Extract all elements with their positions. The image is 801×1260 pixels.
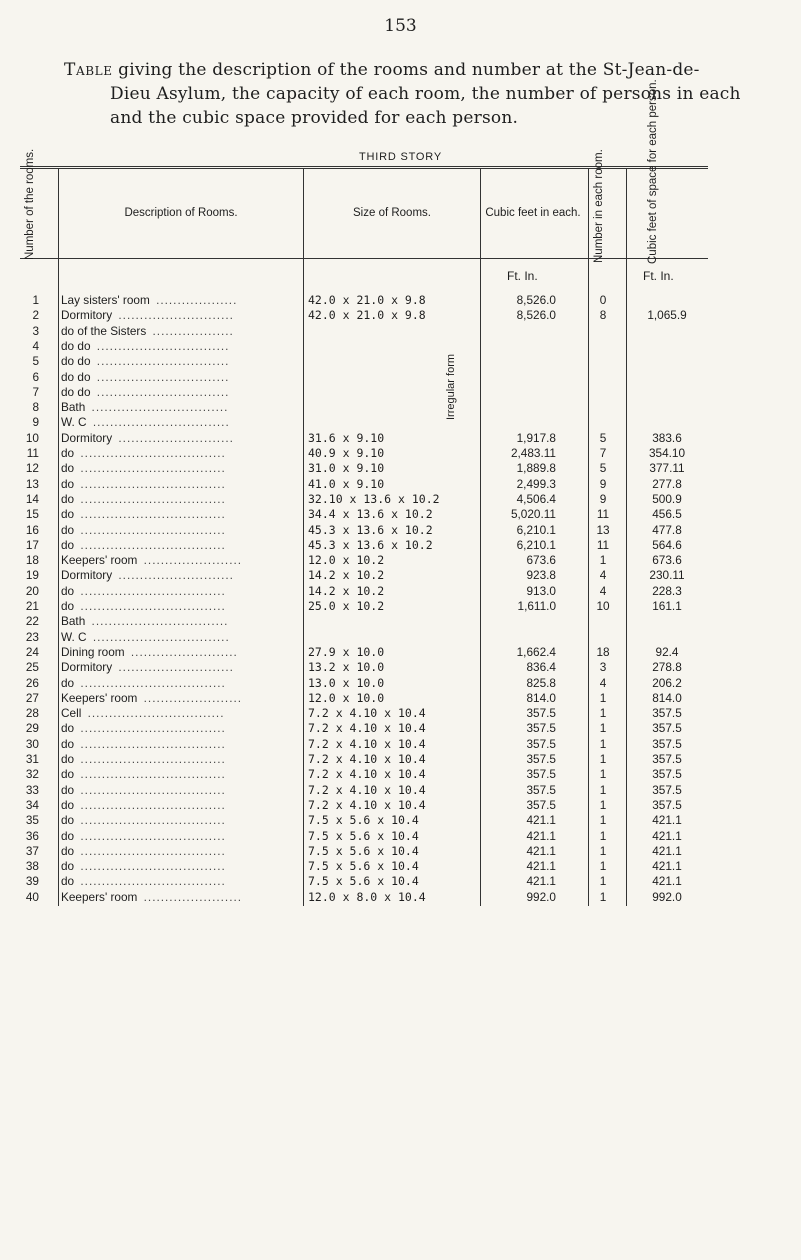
cubic-feet: 357.5: [526, 752, 556, 766]
cubic-feet: 673.6: [526, 553, 556, 568]
room-size: 41.0 x 9.10: [308, 476, 385, 491]
room-description: W. C ................................: [61, 415, 230, 430]
persons-in-room: 3: [599, 660, 607, 675]
unit-cubic: Ft. In.: [507, 269, 538, 283]
cubic-per-person: 421.1: [652, 843, 682, 858]
caption-line-1: giving the description of the rooms and number at the St-Jean-de-: [118, 60, 700, 80]
table-row: [20, 645, 708, 660]
table-row: [20, 507, 708, 522]
room-size: 7.5 x 5.6 x 10.4: [308, 843, 419, 858]
room-size: 32.10 x 13.6 x 10.2: [308, 491, 440, 506]
persons-in-room: 9: [599, 476, 607, 491]
persons-in-room: 7: [599, 446, 607, 460]
room-number: 14: [25, 491, 39, 506]
room-description: do ..................................: [61, 675, 226, 690]
cubic-per-person: 161.1: [652, 599, 682, 613]
room-size: 7.2 x 4.10 x 10.4: [308, 797, 426, 812]
room-number: 2: [32, 308, 39, 323]
cubic-feet: 357.5: [526, 797, 556, 812]
room-number: 22: [25, 614, 39, 629]
room-description: do ..................................: [61, 797, 226, 812]
persons-in-room: 1: [599, 859, 607, 874]
room-number: 10: [25, 430, 39, 445]
persons-in-room: 1: [599, 828, 607, 843]
room-description: do ..................................: [61, 522, 226, 537]
room-description: do ..................................: [61, 782, 226, 797]
persons-in-room: 4: [599, 568, 607, 583]
header-number-of-rooms: Number of the rooms.: [24, 148, 36, 260]
room-number: 7: [32, 384, 39, 399]
cubic-per-person: 992.0: [652, 889, 682, 904]
persons-in-room: 9: [599, 491, 607, 506]
table-row: [20, 859, 708, 874]
persons-in-room: 0: [599, 293, 607, 307]
room-description: Lay sisters' room ...................: [61, 293, 238, 307]
persons-in-room: 1: [599, 767, 607, 782]
cubic-per-person: 564.6: [652, 537, 682, 552]
cubic-per-person: 277.8: [652, 476, 682, 491]
room-size: 45.3 x 13.6 x 10.2: [308, 537, 433, 552]
persons-in-room: 1: [599, 874, 607, 889]
table-row: [20, 339, 708, 354]
room-number: 13: [25, 476, 39, 491]
table-row: [20, 354, 708, 369]
header-size: Size of Rooms.: [353, 206, 431, 219]
room-description: Keepers' room .......................: [61, 690, 243, 705]
table-row: [20, 324, 708, 339]
room-size: 7.2 x 4.10 x 10.4: [308, 752, 426, 766]
room-description: Dormitory ...........................: [61, 568, 234, 583]
cubic-feet: 6,210.1: [516, 522, 556, 537]
room-description: do ..................................: [61, 491, 226, 506]
room-description: Dining room .........................: [61, 644, 238, 659]
room-size: 40.9 x 9.10: [308, 446, 385, 460]
cubic-per-person: 421.1: [652, 874, 682, 889]
cubic-feet: 1,917.8: [516, 430, 556, 445]
room-number: 27: [25, 690, 39, 705]
room-description: Keepers' room .......................: [61, 889, 243, 904]
room-size: 13.2 x 10.0: [308, 660, 385, 675]
cubic-per-person: 500.9: [652, 491, 682, 506]
room-description: do do ...............................: [61, 369, 230, 384]
cubic-feet: 992.0: [526, 889, 556, 904]
cubic-per-person: 421.1: [652, 859, 682, 874]
room-size: 7.2 x 4.10 x 10.4: [308, 721, 426, 736]
room-number: 40: [25, 889, 39, 904]
room-number: 32: [25, 767, 39, 782]
cubic-feet: 836.4: [526, 660, 556, 675]
table-row: [20, 829, 708, 844]
room-number: 8: [32, 400, 39, 415]
room-description: Dormitory ...........................: [61, 660, 234, 675]
room-description: do ..................................: [61, 828, 226, 843]
table-row: [20, 370, 708, 385]
room-number: 21: [25, 599, 39, 613]
cubic-feet: 357.5: [526, 782, 556, 797]
table-row: [20, 385, 708, 400]
cubic-feet: 1,611.0: [517, 599, 556, 613]
persons-in-room: 4: [599, 675, 607, 690]
header-cubic-feet: Cubic feet in each.: [485, 206, 581, 219]
room-number: 38: [25, 859, 39, 874]
room-size: 25.0 x 10.2: [308, 599, 385, 613]
cubic-feet: 421.1: [526, 874, 556, 889]
cubic-per-person: 673.6: [652, 553, 682, 568]
room-description: do ..................................: [61, 461, 226, 476]
cubic-per-person: 377.11: [649, 461, 685, 476]
room-size: 12.0 x 10.2: [308, 553, 385, 568]
room-description: Bath ................................: [61, 614, 229, 629]
persons-in-room: 5: [599, 461, 607, 476]
room-size: 12.0 x 10.0: [308, 690, 385, 705]
cubic-feet: 8,526.0: [516, 293, 556, 307]
room-description: do ..................................: [61, 767, 226, 782]
cubic-per-person: 357.5: [652, 782, 682, 797]
caption-lead: Table: [64, 60, 113, 80]
room-size: 7.2 x 4.10 x 10.4: [308, 736, 426, 751]
room-number: 3: [32, 323, 39, 338]
table-row: [20, 691, 708, 706]
persons-in-room: 1: [599, 843, 607, 858]
persons-in-room: 4: [599, 583, 607, 598]
table-row: [20, 737, 708, 752]
cubic-per-person: 230.11: [649, 568, 685, 583]
table-row: [20, 783, 708, 798]
persons-in-room: 1: [599, 797, 607, 812]
room-number: 29: [25, 721, 39, 736]
table-row: [20, 798, 708, 813]
persons-in-room: 1: [599, 706, 607, 721]
cubic-per-person: 814.0: [652, 690, 682, 705]
persons-in-room: 1: [599, 690, 607, 705]
room-description: do ..................................: [61, 874, 226, 889]
table-row: [20, 844, 708, 859]
table-row: [20, 538, 708, 553]
table-row: [20, 767, 708, 782]
cubic-per-person: 357.5: [652, 752, 682, 766]
room-number: 23: [25, 629, 39, 644]
room-description: Dormitory ...........................: [61, 430, 234, 445]
room-description: Keepers' room .......................: [61, 553, 243, 568]
table-row: [20, 614, 708, 629]
cubic-feet: 421.1: [526, 843, 556, 858]
cubic-per-person: 206.2: [652, 675, 682, 690]
table-row: [20, 446, 708, 461]
table-row: [20, 813, 708, 828]
persons-in-room: 1: [599, 813, 607, 828]
room-description: Dormitory ...........................: [61, 308, 234, 323]
table-row: [20, 752, 708, 767]
room-size: 7.5 x 5.6 x 10.4: [308, 874, 419, 889]
room-description: do ..................................: [61, 599, 226, 613]
page-number: 153: [384, 16, 417, 36]
persons-in-room: 13: [596, 522, 610, 537]
room-size: 7.5 x 5.6 x 10.4: [308, 813, 419, 828]
cubic-per-person: 278.8: [652, 660, 682, 675]
room-size: 31.0 x 9.10: [308, 461, 385, 476]
room-number: 16: [25, 522, 39, 537]
persons-in-room: 18: [596, 644, 610, 659]
cubic-per-person: 421.1: [652, 828, 682, 843]
room-number: 28: [25, 706, 39, 721]
cubic-feet: 1,662.4: [516, 644, 556, 659]
header-description: Description of Rooms.: [124, 206, 238, 219]
cubic-per-person: 383.6: [652, 430, 682, 445]
caption-line-3: and the cubic space provided for each person.: [110, 108, 519, 128]
room-size: 31.6 x 9.10: [308, 430, 385, 445]
room-number: 6: [32, 369, 39, 384]
cubic-per-person: 357.5: [652, 706, 682, 721]
table-row: [20, 568, 708, 583]
table-row: [20, 706, 708, 721]
cubic-per-person: 357.5: [652, 721, 682, 736]
room-number: 1: [32, 293, 39, 307]
cubic-feet: 357.5: [526, 736, 556, 751]
persons-in-room: 1: [599, 782, 607, 797]
room-size: 27.9 x 10.0: [308, 644, 385, 659]
room-number: 20: [25, 583, 39, 598]
room-number: 34: [25, 797, 39, 812]
room-number: 18: [25, 553, 39, 568]
room-description: do ..................................: [61, 859, 226, 874]
room-number: 31: [25, 752, 39, 766]
room-description: do do ...............................: [61, 354, 230, 369]
table-row: [20, 676, 708, 691]
room-number: 37: [25, 843, 39, 858]
cubic-per-person: 354.10: [648, 446, 686, 460]
cubic-per-person: 92.4: [655, 644, 679, 659]
room-number: 26: [25, 675, 39, 690]
room-size: 42.0 x 21.0 x 9.8: [308, 293, 426, 307]
table-row: [20, 431, 708, 446]
cubic-per-person: 357.5: [652, 797, 682, 812]
room-size: 7.5 x 5.6 x 10.4: [308, 859, 419, 874]
table-row: [20, 308, 708, 323]
room-size: 34.4 x 13.6 x 10.2: [308, 507, 433, 522]
table-row: [20, 492, 708, 507]
room-description: do ..................................: [61, 507, 226, 522]
table-row: [20, 293, 708, 308]
cubic-feet: 825.8: [526, 675, 556, 690]
room-number: 33: [25, 782, 39, 797]
irregular-form-text: Irregular form: [445, 353, 457, 420]
cubic-feet: 421.1: [526, 813, 556, 828]
cubic-feet: 913.0: [526, 583, 556, 598]
room-description: Bath ................................: [61, 400, 229, 415]
room-number: 35: [25, 813, 39, 828]
persons-in-room: 1: [599, 553, 607, 568]
persons-in-room: 5: [599, 430, 607, 445]
cubic-feet: 2,499.3: [516, 476, 556, 491]
caption-line-2: Dieu Asylum, the capacity of each room, the number of persons in each: [110, 84, 741, 104]
room-size: 7.5 x 5.6 x 10.4: [308, 828, 419, 843]
table-row: [20, 461, 708, 476]
cubic-feet: 421.1: [526, 828, 556, 843]
room-number: 17: [25, 537, 39, 552]
room-description: do do ...............................: [61, 338, 230, 353]
table-row: [20, 890, 708, 905]
cubic-feet: 421.1: [526, 859, 556, 874]
room-description: do ..................................: [61, 537, 226, 552]
room-number: 9: [32, 415, 39, 430]
persons-in-room: 1: [599, 889, 607, 904]
cubic-per-person: 421.1: [652, 813, 682, 828]
cubic-per-person: 477.8: [652, 522, 682, 537]
unit-per-person: Ft. In.: [643, 269, 674, 283]
cubic-feet: 5,020.11: [510, 507, 556, 522]
room-number: 24: [25, 644, 39, 659]
cubic-feet: 2,483.11: [510, 446, 556, 460]
room-description: do ..................................: [61, 813, 226, 828]
room-number: 15: [25, 507, 39, 522]
room-description: do ..................................: [61, 476, 226, 491]
room-description: do ..................................: [61, 736, 226, 751]
cubic-feet: 923.8: [526, 568, 556, 583]
room-size: 7.2 x 4.10 x 10.4: [308, 767, 426, 782]
cubic-feet: 357.5: [526, 767, 556, 782]
room-number: 39: [25, 874, 39, 889]
room-size: 14.2 x 10.2: [308, 568, 385, 583]
table-row: [20, 599, 708, 614]
table-row: [20, 415, 708, 430]
cubic-feet: 4,506.4: [516, 491, 556, 506]
cubic-feet: 357.5: [526, 721, 556, 736]
persons-in-room: 1: [599, 721, 607, 736]
room-size: 13.0 x 10.0: [308, 675, 385, 690]
room-description: do ..................................: [61, 752, 226, 766]
room-size: 14.2 x 10.2: [308, 583, 385, 598]
room-size: 12.0 x 8.0 x 10.4: [308, 889, 426, 904]
persons-in-room: 8: [599, 308, 607, 323]
table-row: [20, 721, 708, 736]
room-number: 5: [32, 354, 39, 369]
table-row: [20, 477, 708, 492]
table-row: [20, 553, 708, 568]
room-description: do of the Sisters ...................: [61, 323, 234, 338]
cubic-feet: 814.0: [526, 690, 556, 705]
room-number: 12: [25, 461, 39, 476]
cubic-per-person: 357.5: [652, 767, 682, 782]
room-number: 11: [26, 446, 39, 460]
cubic-feet: 1,889.8: [516, 461, 556, 476]
cubic-per-person: 456.5: [652, 507, 682, 522]
persons-in-room: 11: [596, 537, 610, 552]
room-size: 42.0 x 21.0 x 9.8: [308, 308, 426, 323]
room-number: 4: [32, 338, 39, 353]
persons-in-room: 1: [599, 752, 607, 766]
room-size: 7.2 x 4.10 x 10.4: [308, 706, 426, 721]
cubic-feet: 357.5: [526, 706, 556, 721]
room-number: 25: [25, 660, 39, 675]
room-description: do do ...............................: [61, 384, 230, 399]
room-description: do ..................................: [61, 721, 226, 736]
room-description: do ..................................: [61, 843, 226, 858]
room-number: 30: [25, 736, 39, 751]
table-row: [20, 400, 708, 415]
cubic-feet: 8,526.0: [516, 308, 556, 323]
room-size: 7.2 x 4.10 x 10.4: [308, 782, 426, 797]
room-description: do ..................................: [61, 446, 226, 460]
room-number: 36: [25, 828, 39, 843]
persons-in-room: 1: [599, 736, 607, 751]
room-description: W. C ................................: [61, 629, 230, 644]
table-row: [20, 523, 708, 538]
cubic-per-person: 357.5: [652, 736, 682, 751]
cubic-per-person: 1,065.9: [647, 308, 687, 323]
persons-in-room: 11: [596, 507, 610, 522]
header-number-in-room: Number in each room.: [593, 149, 605, 263]
table-row: [20, 584, 708, 599]
table-row: [20, 630, 708, 645]
table-row: [20, 660, 708, 675]
room-description: Cell ................................: [61, 706, 225, 721]
table-row: [20, 874, 708, 889]
cubic-feet: 6,210.1: [516, 537, 556, 552]
story-heading: THIRD STORY: [359, 151, 442, 163]
cubic-per-person: 228.3: [652, 583, 682, 598]
header-cubic-per-person: Cubic feet of space for each person.: [647, 79, 659, 264]
room-description: do ..................................: [61, 583, 226, 598]
persons-in-room: 10: [596, 599, 610, 613]
room-size: 45.3 x 13.6 x 10.2: [308, 522, 433, 537]
room-number: 19: [25, 568, 39, 583]
